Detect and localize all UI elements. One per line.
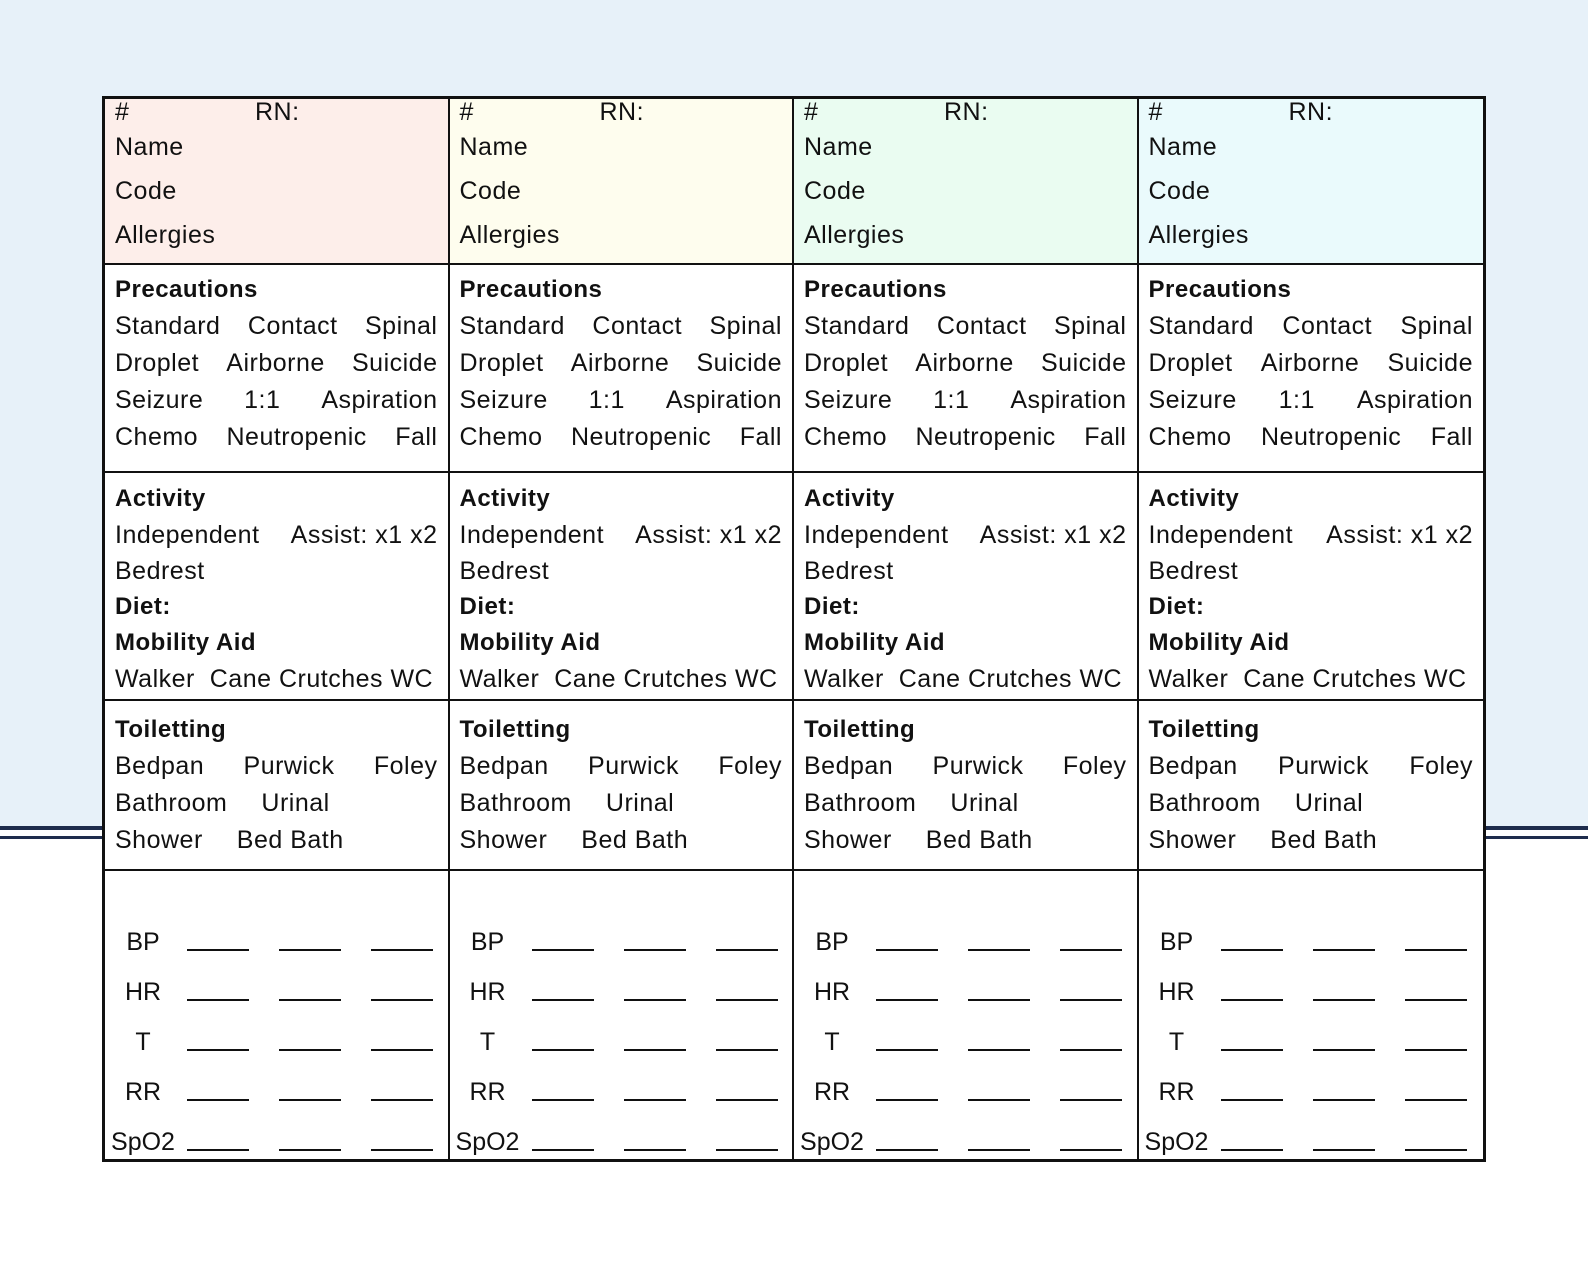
rn-label[interactable]: RN: [1288,98,1334,126]
precaution-option[interactable]: Contact [247,312,338,340]
toiletting-option[interactable]: Bathroom [115,789,228,817]
vital-blank[interactable] [876,1149,938,1151]
vital-blank[interactable] [187,999,249,1001]
precaution-option[interactable]: Fall [395,423,438,451]
diet-label[interactable]: Diet: [804,593,860,620]
precaution-option[interactable]: Fall [739,423,782,451]
activity-section [1139,473,1484,701]
precaution-row [804,308,1127,345]
vital-row [454,907,779,957]
toiletting-row [115,822,438,859]
vital-row [798,1057,1123,1107]
vitals-section [105,871,448,1159]
vital-blank[interactable] [279,999,341,1001]
vital-blank[interactable] [876,949,938,951]
vital-row [1143,907,1470,957]
vital-blank[interactable] [716,1099,778,1101]
vital-row [1143,1007,1470,1057]
vital-row [454,1107,779,1157]
vital-label: BP [1159,928,1194,956]
toiletting-option[interactable]: Foley [718,752,782,780]
precaution-option[interactable]: Fall [1430,423,1473,451]
vital-blank[interactable] [624,949,686,951]
toiletting-option[interactable]: Shower [459,826,548,854]
mobility-aid-title: Mobility Aid [1148,629,1290,656]
toiletting-option[interactable]: Purwick [932,752,1024,780]
vital-blank[interactable] [1405,999,1467,1001]
mobility-aid-options[interactable]: Walker Cane Crutches WC [804,665,1123,693]
assist-x1-option[interactable]: x1 [1064,521,1092,549]
vital-label: T [824,1028,840,1056]
precaution-option[interactable]: Seizure [1148,386,1237,414]
precaution-row [460,345,783,382]
bed-number-label[interactable]: # [115,98,130,126]
toiletting-option[interactable]: Shower [1148,826,1237,854]
patient-column [450,99,795,1159]
name-field[interactable]: Name [804,133,873,161]
patient-header [794,99,1137,265]
toiletting-option[interactable]: Urinal [1294,789,1364,817]
diet-label[interactable]: Diet: [115,593,171,620]
code-field[interactable]: Code [115,177,177,205]
diet-label[interactable]: Diet: [1148,593,1205,620]
name-field[interactable]: Name [459,133,529,161]
vital-row [798,957,1123,1007]
vital-blank[interactable] [371,1149,433,1151]
vital-blank[interactable] [187,1099,249,1101]
toiletting-option[interactable]: Bed Bath [925,826,1033,854]
precautions-title: Precautions [1148,276,1292,303]
precaution-option[interactable]: Neutropenic [1260,423,1402,451]
precaution-option[interactable]: 1:1 [244,386,281,414]
vital-row [798,907,1123,957]
vital-blank[interactable] [1313,1099,1375,1101]
activity-row [460,517,783,553]
precaution-row [1149,382,1474,419]
mobility-aid-options[interactable]: Walker Cane Crutches WC [459,665,778,693]
vital-label: HR [124,978,162,1006]
vital-blank[interactable] [532,1049,594,1051]
toiletting-row [1149,822,1474,859]
vital-label: SpO2 [111,1128,175,1156]
precaution-row [1149,345,1474,382]
toiletting-option[interactable]: Urinal [605,789,675,817]
vital-blank[interactable] [279,1099,341,1101]
vital-blank[interactable] [968,1149,1030,1151]
assist-x2-option[interactable]: x2 [1445,521,1473,549]
vital-blank[interactable] [624,1099,686,1101]
activity-title: Activity [115,485,206,512]
assist-label: Assist: [290,521,368,549]
vital-blank[interactable] [1060,999,1122,1001]
toiletting-row [1149,748,1474,785]
vital-row [1143,957,1470,1007]
precaution-option[interactable]: Chemo [459,423,543,451]
toiletting-option[interactable]: Bedpan [804,752,894,780]
precaution-option[interactable]: Airborne [915,349,1014,377]
precaution-option[interactable]: Seizure [459,386,548,414]
vital-blank[interactable] [1060,949,1122,951]
patient-column [1139,99,1484,1159]
precaution-option[interactable]: Contact [592,312,683,340]
vital-blank[interactable] [968,1099,1030,1101]
independent-option[interactable]: Independent [804,521,949,549]
toiletting-option[interactable]: Shower [115,826,203,854]
vital-blank[interactable] [1060,1149,1122,1151]
precaution-option[interactable]: Spinal [364,312,438,340]
vital-blank[interactable] [624,1049,686,1051]
allergies-field[interactable]: Allergies [1148,221,1249,249]
precautions-section [794,265,1137,473]
toiletting-title: Toiletting [459,716,571,743]
precaution-row [460,419,783,456]
rn-label[interactable]: RN: [944,98,989,126]
vital-label: HR [813,978,851,1006]
precaution-option[interactable]: Aspiration [1010,386,1127,414]
toiletting-option[interactable]: Bedpan [459,752,549,780]
vital-row [109,1107,434,1157]
vital-blank[interactable] [1221,949,1283,951]
vital-blank[interactable] [1221,1099,1283,1101]
activity-row [804,517,1127,553]
vital-blank[interactable] [716,1149,778,1151]
activity-title: Activity [1148,485,1240,512]
vital-blank[interactable] [1405,1099,1467,1101]
precautions-title: Precautions [459,276,603,303]
patient-header [450,99,793,265]
vital-row [798,1007,1123,1057]
vital-blank[interactable] [1313,999,1375,1001]
precaution-option[interactable]: Chemo [1148,423,1232,451]
vital-row [109,957,434,1007]
precaution-option[interactable]: Droplet [459,349,544,377]
toiletting-row [804,785,1127,822]
toiletting-option[interactable]: Bedpan [1148,752,1238,780]
vital-blank[interactable] [371,949,433,951]
precaution-row [804,419,1127,456]
precaution-row [115,308,438,345]
assist-x2-option[interactable]: x2 [754,521,782,549]
code-field[interactable]: Code [459,177,522,205]
precaution-option[interactable]: Airborne [1260,349,1360,377]
mobility-aid-options[interactable]: Walker Cane Crutches WC [1148,665,1467,693]
activity-title: Activity [804,485,895,512]
allergies-field[interactable]: Allergies [115,221,216,249]
precaution-option[interactable]: Droplet [1148,349,1233,377]
toiletting-title: Toiletting [804,716,916,743]
toiletting-row [460,785,783,822]
precaution-row [460,382,783,419]
vital-label: HR [469,978,506,1006]
code-field[interactable]: Code [1148,177,1211,205]
rn-label[interactable]: RN: [599,98,645,126]
vital-blank[interactable] [1405,1049,1467,1051]
precaution-row [115,345,438,382]
assist-label: Assist: [979,521,1057,549]
vital-label: T [135,1028,151,1056]
patient-report-sheet [102,96,1486,1162]
precaution-row [1149,308,1474,345]
precaution-option[interactable]: Spinal [709,312,782,340]
activity-row [115,517,438,553]
precaution-row [804,382,1127,419]
toiletting-option[interactable]: Purwick [243,752,335,780]
vital-row [109,1007,434,1057]
vital-label: T [479,1028,496,1056]
vital-blank[interactable] [1313,949,1375,951]
toiletting-option[interactable]: Bedpan [115,752,205,780]
vital-row [454,957,779,1007]
bed-number-label[interactable]: # [804,98,819,126]
vital-blank[interactable] [624,1149,686,1151]
vital-blank[interactable] [1313,1049,1375,1051]
vital-blank[interactable] [279,1149,341,1151]
vital-row [109,1057,434,1107]
vital-blank[interactable] [1405,949,1467,951]
vital-blank[interactable] [1060,1099,1122,1101]
mobility-aid-title: Mobility Aid [115,629,257,656]
toiletting-section [1139,701,1484,871]
vital-blank[interactable] [187,1149,249,1151]
bedrest-option[interactable]: Bedrest [804,557,894,585]
precaution-row [115,419,438,456]
precaution-option[interactable]: Spinal [1400,312,1473,340]
assist-label: Assist: [1326,521,1404,549]
activity-section [794,473,1137,701]
vitals-section [1139,871,1484,1159]
patient-header [1139,99,1484,265]
toiletting-option[interactable]: Bathroom [459,789,572,817]
precaution-option[interactable]: Contact [1282,312,1373,340]
toiletting-section [794,701,1137,871]
assist-x1-option[interactable]: x1 [1410,521,1439,549]
precaution-option[interactable]: Spinal [1053,312,1127,340]
activity-row [1149,517,1474,553]
precaution-option[interactable]: Aspiration [665,386,782,414]
toiletting-option[interactable]: Purwick [1278,752,1370,780]
precaution-option[interactable]: Suicide [696,349,782,377]
toiletting-section [450,701,793,871]
precaution-option[interactable]: Seizure [115,386,204,414]
toiletting-row [460,748,783,785]
precautions-section [105,265,448,473]
mobility-aid-title: Mobility Aid [804,629,946,656]
bedrest-option[interactable]: Bedrest [115,557,205,585]
vital-blank[interactable] [187,1049,249,1051]
precaution-row [115,382,438,419]
vital-blank[interactable] [968,999,1030,1001]
precaution-option[interactable]: Seizure [804,386,893,414]
diet-label[interactable]: Diet: [459,593,516,620]
toiletting-title: Toiletting [115,716,227,743]
vital-blank[interactable] [1221,999,1283,1001]
toiletting-option[interactable]: Bathroom [1148,789,1261,817]
vital-label: SpO2 [1144,1128,1209,1156]
allergies-field[interactable]: Allergies [459,221,560,249]
precautions-section [450,265,793,473]
vital-blank[interactable] [716,949,778,951]
vital-label: RR [124,1078,162,1106]
precaution-option[interactable]: Aspiration [1356,386,1473,414]
precaution-row [460,308,783,345]
name-field[interactable]: Name [1148,133,1218,161]
precaution-option[interactable]: Airborne [226,349,325,377]
bed-number-label[interactable]: # [1148,98,1163,126]
toiletting-option[interactable]: Purwick [588,752,680,780]
vital-label: BP [470,928,505,956]
toiletting-title: Toiletting [1148,716,1260,743]
mobility-aid-options[interactable]: Walker Cane Crutches WC [115,665,434,693]
vital-blank[interactable] [624,999,686,1001]
vital-blank[interactable] [968,949,1030,951]
vital-label: SpO2 [455,1128,520,1156]
name-field[interactable]: Name [115,133,184,161]
vital-label: T [1168,1028,1185,1056]
toiletting-option[interactable]: Bed Bath [1270,826,1378,854]
vital-row [109,907,434,957]
assist-x2-option[interactable]: x2 [410,521,438,549]
precaution-option[interactable]: Suicide [1387,349,1473,377]
vital-blank[interactable] [1221,1149,1283,1151]
precaution-option[interactable]: Fall [1084,423,1127,451]
precaution-option[interactable]: Airborne [570,349,670,377]
patient-column [105,99,450,1159]
vital-blank[interactable] [532,1149,594,1151]
precaution-option[interactable]: 1:1 [933,386,970,414]
precaution-option[interactable]: Standard [1148,312,1254,340]
vital-blank[interactable] [1313,1149,1375,1151]
precaution-option[interactable]: Chemo [804,423,888,451]
vital-blank[interactable] [371,1099,433,1101]
precaution-option[interactable]: Standard [804,312,910,340]
vital-label: RR [1158,1078,1195,1106]
precautions-title: Precautions [115,276,258,303]
vital-blank[interactable] [532,999,594,1001]
bedrest-option[interactable]: Bedrest [1148,557,1239,585]
bed-number-label[interactable]: # [459,98,474,126]
toiletting-option[interactable]: Bed Bath [236,826,344,854]
vital-label: BP [815,928,849,956]
activity-section [105,473,448,701]
vital-blank[interactable] [187,949,249,951]
toiletting-option[interactable]: Urinal [261,789,330,817]
assist-x1-option[interactable]: x1 [375,521,403,549]
precaution-option[interactable]: Standard [459,312,565,340]
assist-label: Assist: [635,521,713,549]
vital-row [454,1007,779,1057]
assist-x2-option[interactable]: x2 [1099,521,1127,549]
toiletting-row [115,748,438,785]
toiletting-section [105,701,448,871]
precaution-option[interactable]: 1:1 [1278,386,1315,414]
precaution-option[interactable]: Neutropenic [915,423,1056,451]
patient-header [105,99,448,265]
precaution-option[interactable]: Droplet [115,349,200,377]
precaution-row [1149,419,1474,456]
vital-blank[interactable] [968,1049,1030,1051]
assist-x1-option[interactable]: x1 [719,521,748,549]
precautions-title: Precautions [804,276,947,303]
precaution-option[interactable]: Neutropenic [226,423,367,451]
patient-column [794,99,1139,1159]
toiletting-option[interactable]: Urinal [950,789,1019,817]
precaution-option[interactable]: 1:1 [588,386,625,414]
toiletting-option[interactable]: Bed Bath [581,826,689,854]
toiletting-row [115,785,438,822]
precaution-option[interactable]: Suicide [352,349,438,377]
vital-row [798,1107,1123,1157]
vital-blank[interactable] [371,999,433,1001]
vital-blank[interactable] [371,1049,433,1051]
precaution-row [804,345,1127,382]
vital-blank[interactable] [279,949,341,951]
vital-blank[interactable] [716,1049,778,1051]
independent-option[interactable]: Independent [115,521,260,549]
allergies-field[interactable]: Allergies [804,221,905,249]
independent-option[interactable]: Independent [459,521,605,549]
vitals-section [450,871,793,1159]
vital-blank[interactable] [532,1099,594,1101]
vital-label: BP [126,928,160,956]
vital-label: RR [469,1078,506,1106]
vitals-section [794,871,1137,1159]
toiletting-row [804,748,1127,785]
vital-blank[interactable] [876,1099,938,1101]
precaution-option[interactable]: Droplet [804,349,889,377]
vital-row [1143,1107,1470,1157]
precaution-option[interactable]: Chemo [115,423,199,451]
code-field[interactable]: Code [804,177,866,205]
mobility-aid-title: Mobility Aid [459,629,601,656]
toiletting-row [1149,785,1474,822]
activity-section [450,473,793,701]
vital-label: SpO2 [800,1128,864,1156]
independent-option[interactable]: Independent [1148,521,1294,549]
vital-label: RR [813,1078,851,1106]
vital-blank[interactable] [1060,1049,1122,1051]
toiletting-row [460,822,783,859]
toiletting-option[interactable]: Foley [1062,752,1127,780]
bedrest-option[interactable]: Bedrest [459,557,550,585]
toiletting-option[interactable]: Foley [1409,752,1473,780]
precaution-option[interactable]: Contact [936,312,1027,340]
precaution-option[interactable]: Aspiration [321,386,438,414]
vital-label: HR [1158,978,1195,1006]
vital-blank[interactable] [532,949,594,951]
vital-blank[interactable] [1221,1049,1283,1051]
activity-title: Activity [459,485,551,512]
precaution-option[interactable]: Suicide [1041,349,1127,377]
precautions-section [1139,265,1484,473]
vital-row [454,1057,779,1107]
vital-blank[interactable] [876,1049,938,1051]
toiletting-option[interactable]: Foley [373,752,438,780]
precaution-option[interactable]: Standard [115,312,221,340]
vital-blank[interactable] [876,999,938,1001]
toiletting-row [804,822,1127,859]
precaution-option[interactable]: Neutropenic [570,423,712,451]
vital-row [1143,1057,1470,1107]
toiletting-option[interactable]: Bathroom [804,789,917,817]
toiletting-option[interactable]: Shower [804,826,892,854]
rn-label[interactable]: RN: [255,98,300,126]
vital-blank[interactable] [716,999,778,1001]
vital-blank[interactable] [279,1049,341,1051]
vital-blank[interactable] [1405,1149,1467,1151]
